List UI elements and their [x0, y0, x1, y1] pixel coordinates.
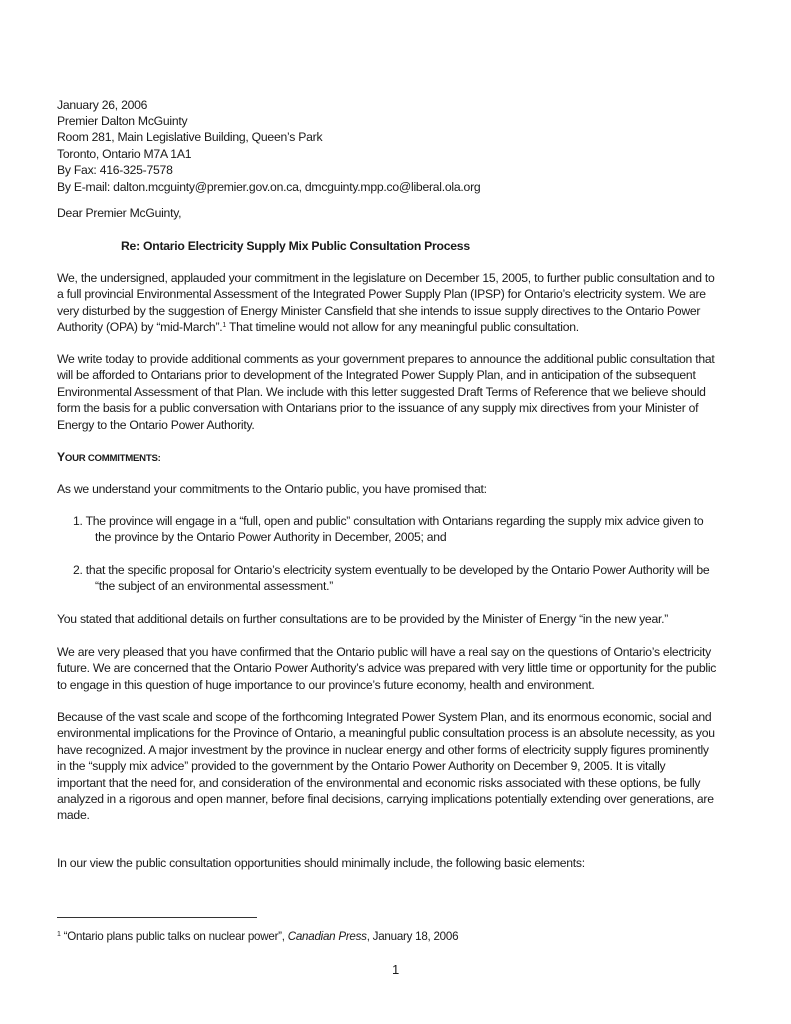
paragraph-6: Because of the vast scale and scope of the forthcoming Integrated Power System Plan, and its enormous economic, social and environmental implications for the Province of Ontario, a meaningful public consultation process is an absolute necessity, as you have recognized. A major investment by the province in nuclear energy and other forms of electricity supply figures prominently in the “supply mix advice” provided to the government by the Ontario Power Authority on December 9, 2005. It is vitally important that the need for, and consideration of the environmental and economic risks associated with these options, be fully analyzed in a rigorous and open manner, before final decisions, carrying implications potentially extending over generations, are made. — [57, 710, 715, 823]
recipient-address-line-1: Room 281, Main Legislative Building, Queen’s Park — [57, 130, 323, 145]
recipient-fax: By Fax: 416-325-7578 — [57, 163, 173, 178]
paragraph-4: You stated that additional details on further consultations are to be provided by the Minister of Energy “in the new year.” — [57, 612, 669, 626]
paragraph-1: We, the undersigned, applauded your commitment in the legislature on December 15, 2005, to further public consultation and to a full provincial Environmental Assessment of the Integrated Power Supply Plan (IPSP) for Ontario’s electricity system. We are very disturbed by the suggestion of Energy Minister Cansfield that she intends to issue supply directives to the Ontario Power Authority (OPA) by “mid-March”.$^1$ That timeline would not allow for any meaningful public consultation. — [57, 271, 715, 335]
footnote-marker: 1 — [57, 931, 61, 938]
footnote-divider — [57, 917, 257, 918]
salutation: Dear Premier McGuinty, — [57, 206, 182, 220]
footnote-source: Canadian Press — [287, 930, 367, 943]
paragraph-3: As we understand your commitments to the Ontario public, you have promised that: — [57, 482, 487, 496]
paragraph-5: We are very pleased that you have confirmed that the Ontario public will have a real say on the questions of Ontario’s electricity future. We are concerned that the Ontario Power Authority’s advice was prepared with very little time or opportunity for the public to engage in this question of huge importance to our province’s future economy, health and environment. — [57, 645, 717, 692]
section-heading-your-commitments: YOUR COMMITMENTS: — [57, 450, 161, 464]
recipient-address-block — [57, 113, 742, 195]
recipient-email: By E-mail: dalton.mcguinty@premier.gov.on.ca, dmcguinty.mpp.co@liberal.ola.org — [57, 179, 481, 194]
paragraph-7: In our view the public consultation opportunities should minimally include, the following basic elements: — [57, 856, 585, 870]
page-number: 1 — [392, 962, 400, 977]
footnote-1: $^1$ “Ontario plans public talks on nuclear power”, Canadian Press, January 18, 2006 — [57, 930, 459, 943]
recipient-address-line-2: Toronto, Ontario M7A 1A1 — [57, 146, 192, 161]
letter-date: January 26, 2006 — [57, 98, 148, 112]
paragraph-2: We write today to provide additional comments as your government prepares to announce the additional public consultation that will be afforded to Ontarians prior to development of the Integrated Power Supply Plan, and in anticipation of the subsequent Environmental Assessment of that Plan. We include with this letter suggested Draft Terms of Reference that we believe should form the basis for a public conversation with Ontarians prior to the issuance of any supply mix directives from your Minister of Energy to the Ontario Power Authority. — [57, 352, 715, 432]
commitment-list-item-1: 1. The province will engage in a “full, open and public” consultation with Ontarians regarding the supply mix advice given to the province by the Ontario Power Authority in December, 2005; and — [73, 514, 704, 545]
recipient-name: Premier Dalton McGuinty — [57, 114, 188, 128]
commitment-list-item-2: 2. that the specific proposal for Ontario’s electricity system eventually to be developed by the Ontario Power Authority will be “the subject of an environmental assessment.” — [73, 563, 710, 594]
subject-line: Re: Ontario Electricity Supply Mix Public Consultation Process — [121, 239, 470, 253]
footnote-reference-1[interactable]: 1 — [222, 322, 227, 330]
